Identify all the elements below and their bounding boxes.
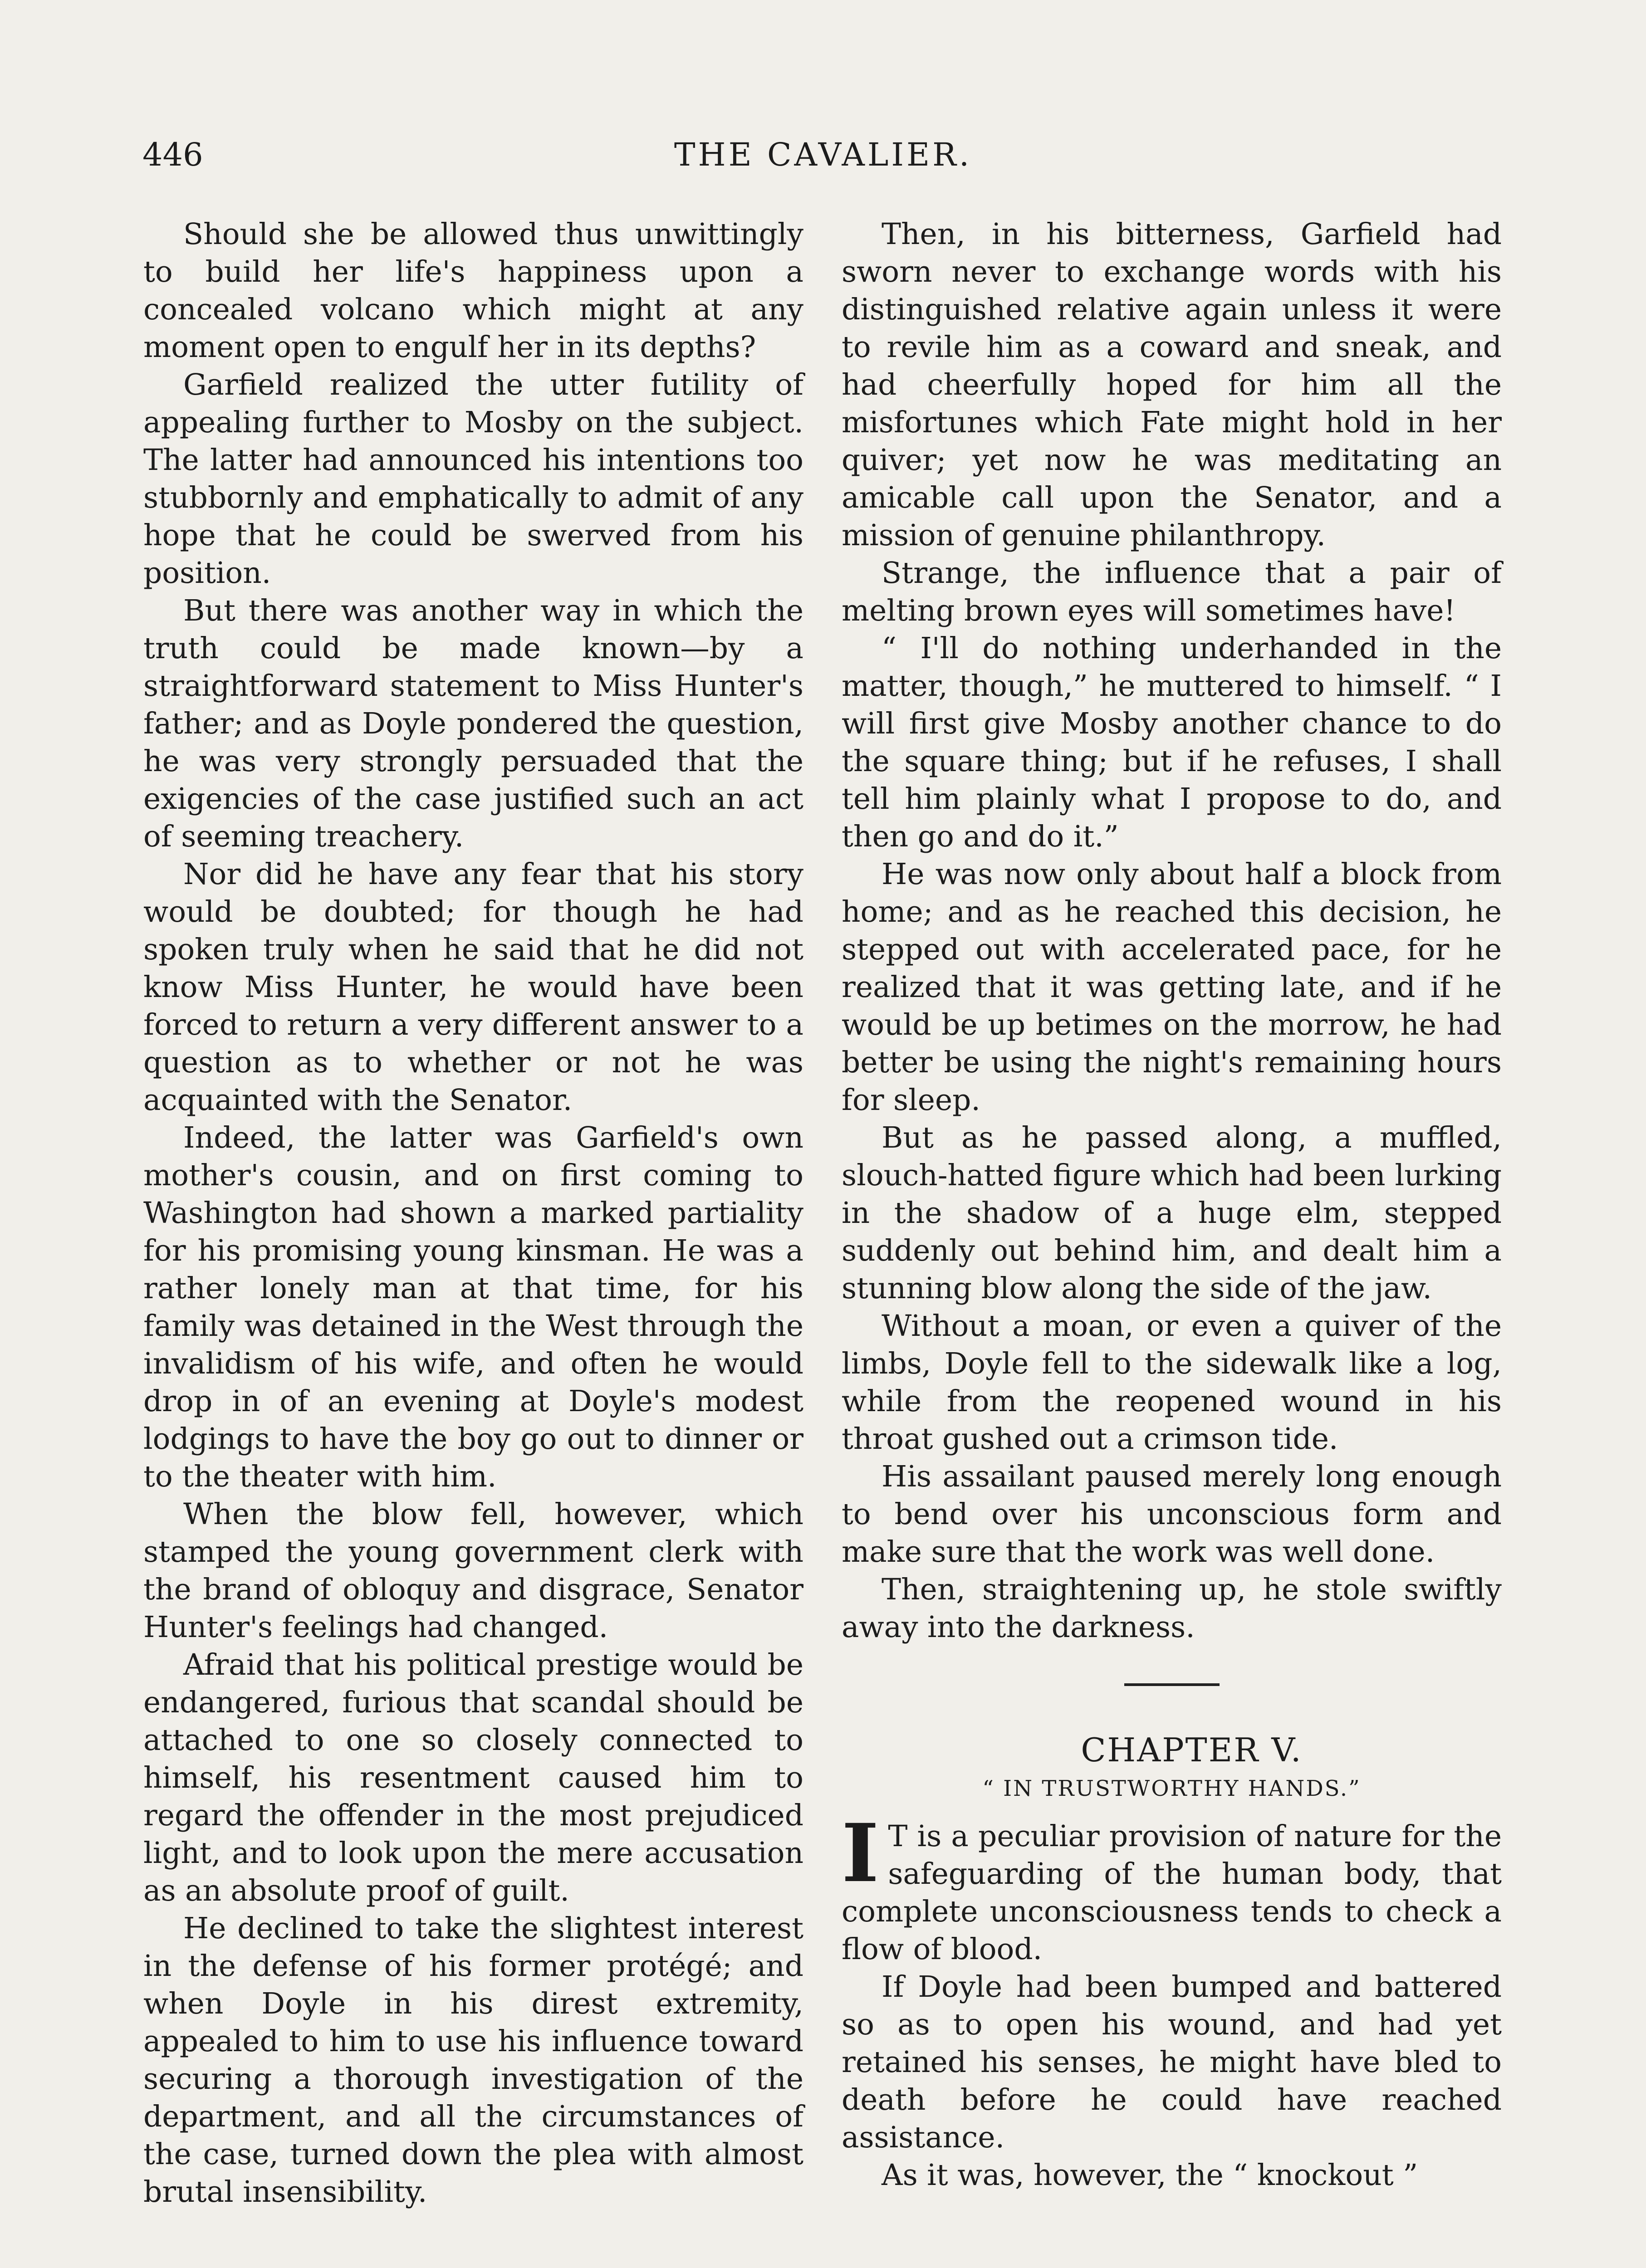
paragraph: As it was, however, the “ knockout ” [882,2158,1418,2192]
paragraph: But as he passed along, a muffled, slouch-hatted figure which had been lurking in the shadow of a huge elm, stepped suddenly out behind him, and dealt him a stunning blow along the side of the jaw. [842,1121,1502,1305]
left-column [143,215,803,2211]
paragraph: Strange, the influence that a pair of melting brown eyes will sometimes have! [842,556,1502,628]
paragraph: But there was another way in which the truth could be made known—by a straightforward statement to Miss Hunter's father; and as Doyle pondered the question, he was very strongly persuaded that the exigencies of the case justified such an act of seeming treachery. [143,594,803,854]
paragraph: His assailant paused merely long enough to bend over his unconscious form and make sure that the work was well done. [842,1460,1502,1569]
page-header [142,136,1504,191]
drop-cap: I [842,1806,879,1900]
paragraph: When the blow fell, however, which stamped the young government clerk with the brand of obloquy and disgrace, Senator Hunter's feelings had changed. [143,1497,803,1644]
paragraph: Nor did he have any fear that his story would be doubted; for though he had spoken truly when he said that he did not know Miss Hunter, he would have been forced to return a very different answer to a question as to whether or not he was acquainted with the Senator. [143,857,803,1117]
paragraph: Then, in his bitterness, Garfield had sworn never to exchange words with his distinguished relative again unless it were to revile him as a coward and sneak, and had cheerfully hoped for him all the misfortunes which Fate might hold in her quiver; yet now he was meditating an amicable call upon the Senator, and a mission of genuine philanthropy. [842,217,1502,552]
page-number: 446 [142,136,203,173]
running-title: THE CAVALIER. [674,136,972,173]
paragraph: Garfield realized the utter futility of appealing further to Mosby on the subject. The latter had announced his intentions too stubbornly and emphatically to admit of any hope that he could be swerved from his position. [143,368,803,590]
paragraph: Without a moan, or even a quiver of the limbs, Doyle fell to the sidewalk like a log, while from the reopened wound in his throat gushed out a crimson tide. [842,1309,1502,1456]
paragraph: Then, straightening up, he stole swiftly away into the darkness. [842,1573,1502,1644]
paragraph: If Doyle had been bumped and battered so as to open his wound, and had yet retained his senses, he might have bled to death before he could have reached assistance. [842,1970,1502,2155]
chapter-subtitle: “ IN TRUSTWORTHY HANDS.” [982,1776,1361,1801]
section-divider [1124,1683,1220,1686]
paragraph: Indeed, the latter was Garfield's own mother's cousin, and on first coming to Washington had shown a marked partiality for his promising young kinsman. He was a rather lonely man at that time, for his family was detained in the West through the invalidism of his wife, and often he would drop in of an evening at Doyle's modest lodgings to have the boy go out to dinner or to the theater with him. [143,1121,803,1494]
paragraph: He declined to take the slightest interest in the defense of his former protégé; and when Doyle in his direst extremity, appealed to him to use his influence toward securing a thorough investigation of the department, and all the circumstances of the case, turned down the plea with almost brutal insensibility. [143,1911,803,2209]
paragraph: “ I'll do nothing underhanded in the matter, though,” he muttered to himself. “ I will first give Mosby another chance to do the square thing; but if he refuses, I shall tell him plainly what I propose to do, and then go and do it.” [842,631,1502,854]
paragraph: Afraid that his political prestige would be endangered, furious that scandal should be attached to one so closely connected to himself, his resentment caused him to regard the offender in the most prejudiced light, and to look upon the mere accusation as an absolute proof of guilt. [143,1648,803,1908]
paragraph: He was now only about half a block from home; and as he reached this decision, he stepped out with accelerated pace, for he realized that it was getting late, and if he would be up betimes on the morrow, he had better be using the night's remaining hours for sleep. [842,857,1502,1117]
chapter-opening-paragraph [842,1806,1502,1968]
chapter-title: CHAPTER V. [1081,1731,1303,1769]
paragraph: Should she be allowed thus unwittingly to build her life's happiness upon a concealed volcano which might at any moment open to engulf her in its depths? [143,217,803,364]
right-column [842,215,1502,2194]
opening-text: T is a peculiar provision of nature for the safeguarding of the human body, that complete unconsciousness tends to check a flow of blood. [842,1819,1502,1966]
